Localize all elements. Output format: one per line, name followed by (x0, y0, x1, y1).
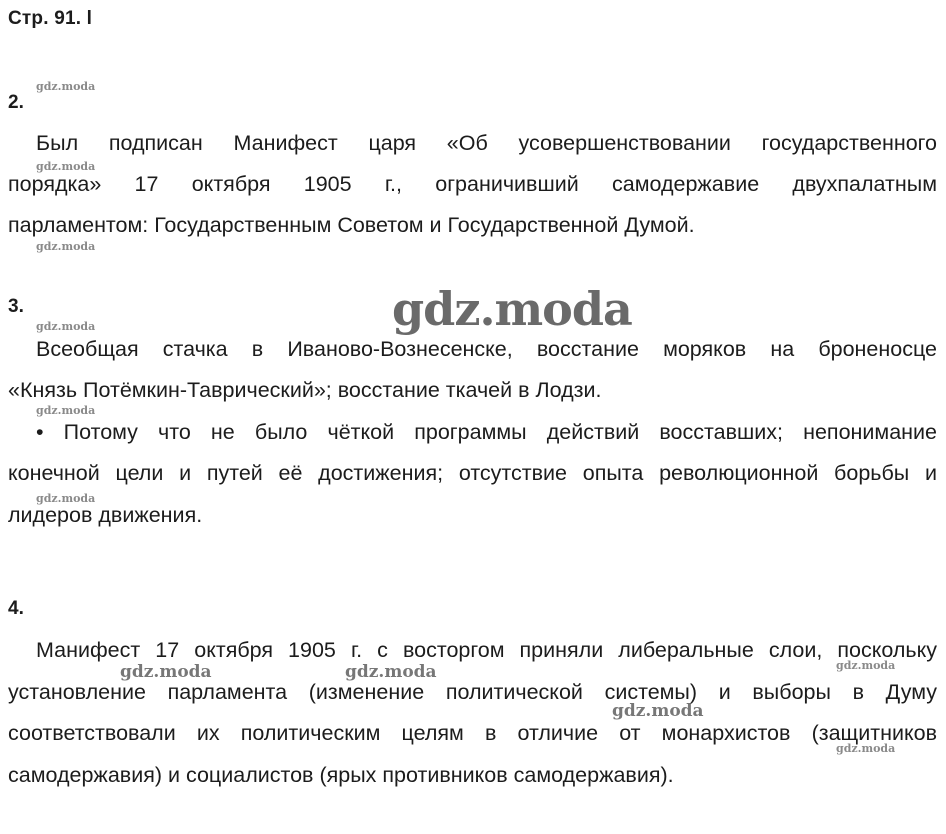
watermark-large: gdz.moda (392, 282, 632, 336)
watermark: gdz.moda (36, 240, 96, 253)
watermark: gdz.moda (836, 742, 896, 755)
section-number: 3. (8, 296, 24, 317)
text-line: самодержавия) и социалистов (ярых противников самодержавия). (8, 763, 674, 787)
watermark: gdz.moda (36, 160, 96, 173)
watermark: gdz.moda (36, 404, 96, 417)
watermark: gdz.moda (345, 662, 437, 682)
text-line: Манифест 17 октября 1905 г. с восторгом приняли либеральные слои, поскольку (36, 638, 937, 662)
section-number: 2. (8, 92, 24, 113)
text-line: лидеров движения. (8, 503, 203, 527)
text-line: порядка» 17 октября 1905 г., ограничивший самодержавие двухпалатным (8, 172, 937, 196)
text-line: • Потому что не было чёткой программы действий восставших; непонимание (36, 420, 937, 444)
watermark: gdz.moda (120, 662, 212, 682)
text-line: Всеобщая стачка в Иваново-Вознесенске, восстание моряков на броненосце (36, 337, 937, 361)
text-line: установление парламента (изменение политической системы) и выборы в Думу (8, 680, 937, 704)
text-line: парламентом: Государственным Советом и Государственной Думой. (8, 213, 695, 237)
text-line: Был подписан Манифест царя «Об усовершенствовании государственного (36, 131, 937, 155)
text-line: «Князь Потёмкин-Таврический»; восстание ткачей в Лодзи. (8, 378, 602, 402)
text-line: соответствовали их политическим целям в отличие от монархистов (защитников (8, 721, 937, 745)
watermark: gdz.moda (36, 80, 96, 93)
watermark: gdz.moda (36, 492, 96, 505)
watermark: gdz.moda (612, 701, 704, 721)
section-number: 4. (8, 598, 24, 619)
watermark: gdz.moda (36, 320, 96, 333)
page-title: Стр. 91. l (8, 8, 93, 29)
text-line: конечной цели и путей её достижения; отсутствие опыта революционной борьбы и (8, 461, 937, 485)
watermark: gdz.moda (836, 659, 896, 672)
